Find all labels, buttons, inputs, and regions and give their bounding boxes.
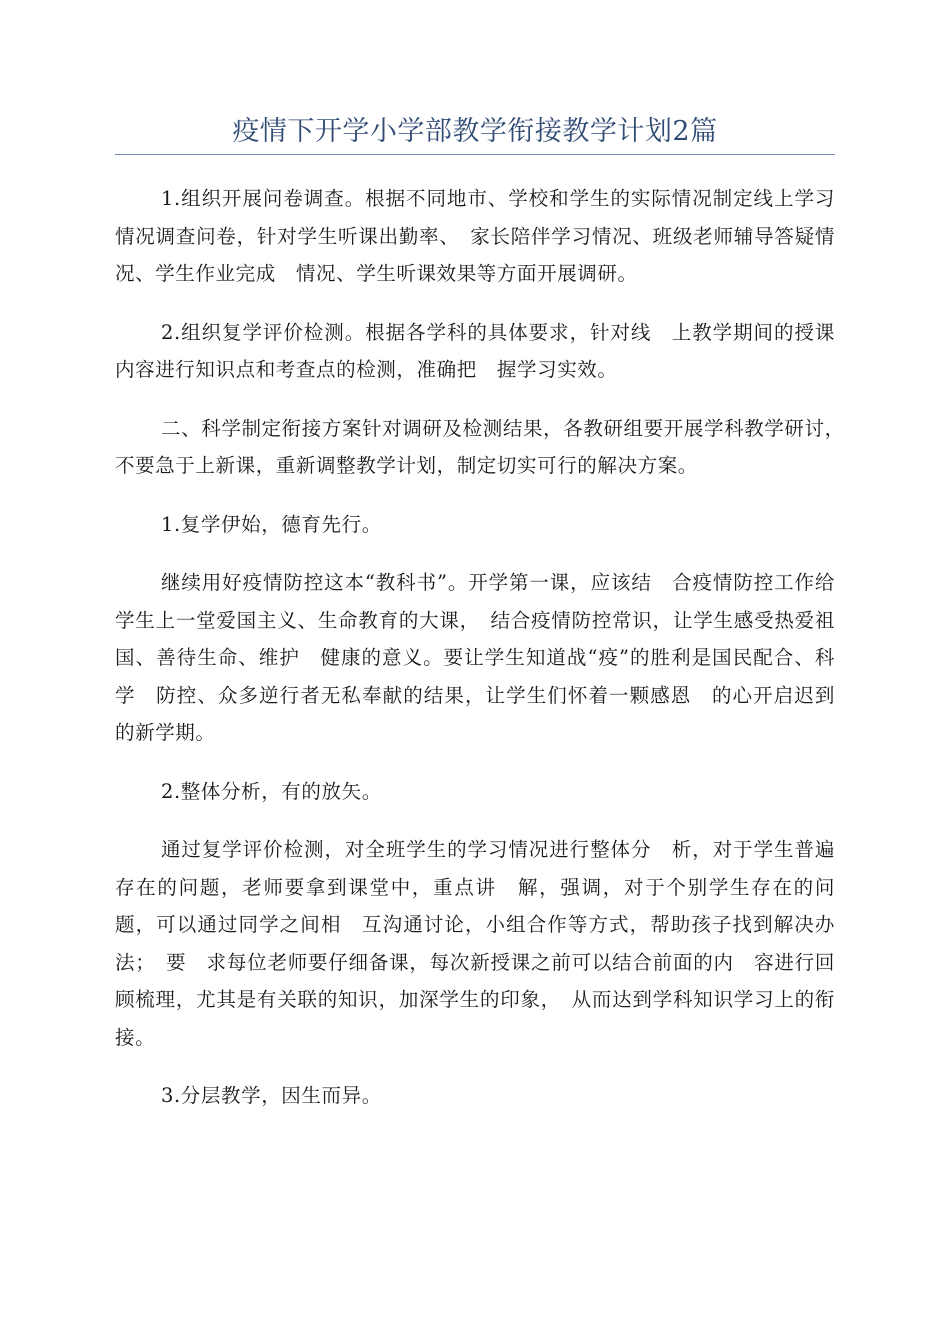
paragraph-6: 2.整体分析，有的放矢。: [161, 779, 382, 803]
title-underline: [115, 154, 835, 155]
paragraph-8: 3.分层教学，因生而异。: [161, 1084, 382, 1107]
paragraph-1: 1.组织开展问卷调查。根据不同地市、学校和学生的实际情况制定线上学习情况调查问卷，针对学生听课出勤率、 家长陪伴学习情况、班级老师辅导答疑情况、学生作业完成 情况、学生听课效果等方面开展调研。: [115, 187, 835, 285]
paragraph-5: 继续用好疫情防控这本“教科书”。开学第一课，应该结 合疫情防控工作给学生上一堂爱国主义、生命教育的大课， 结合疫情防控常识，让学生感受热爱祖国、善待生命、维护 健康的意义。要让学生知道战“疫”的胜利是国民配合、科学 防控、众多逆行者无私奉献的结果，让学生们怀着一颗感恩 的心开启迟到的新学期。: [115, 571, 835, 744]
paragraph-2: 2.组织复学评价检测。根据各学科的具体要求，针对线 上教学期间的授课内容进行知识点和考查点的检测，准确把 握学习实效。: [115, 320, 835, 381]
paragraph-7: 通过复学评价检测，对全班学生的学习情况进行整体分 析，对于学生普遍存在的问题，老师要拿到课堂中，重点讲 解，强调，对于个别学生存在的问题，可以通过同学之间相 互沟通讨论，小组合作等方式，帮助孩子找到解决办法； 要 求每位老师要仔细备课，每次新授课之前可以结合前面的内 容进行回顾梳理，尤其是有关联的知识，加深学生的印象， 从而达到学科知识学习上的衔接。: [115, 838, 835, 1049]
paragraph-4: 1.复学伊始，德育先行。: [161, 512, 382, 536]
document-title: 疫情下开学小学部教学衔接教学计划2篇: [232, 116, 718, 147]
paragraph-3: 二、科学制定衔接方案针对调研及检测结果，各教研组要开展学科教学研讨， 不要急于上新课，重新调整教学计划，制定切实可行的解决方案。: [115, 416, 856, 477]
document-body: [115, 180, 856, 1136]
